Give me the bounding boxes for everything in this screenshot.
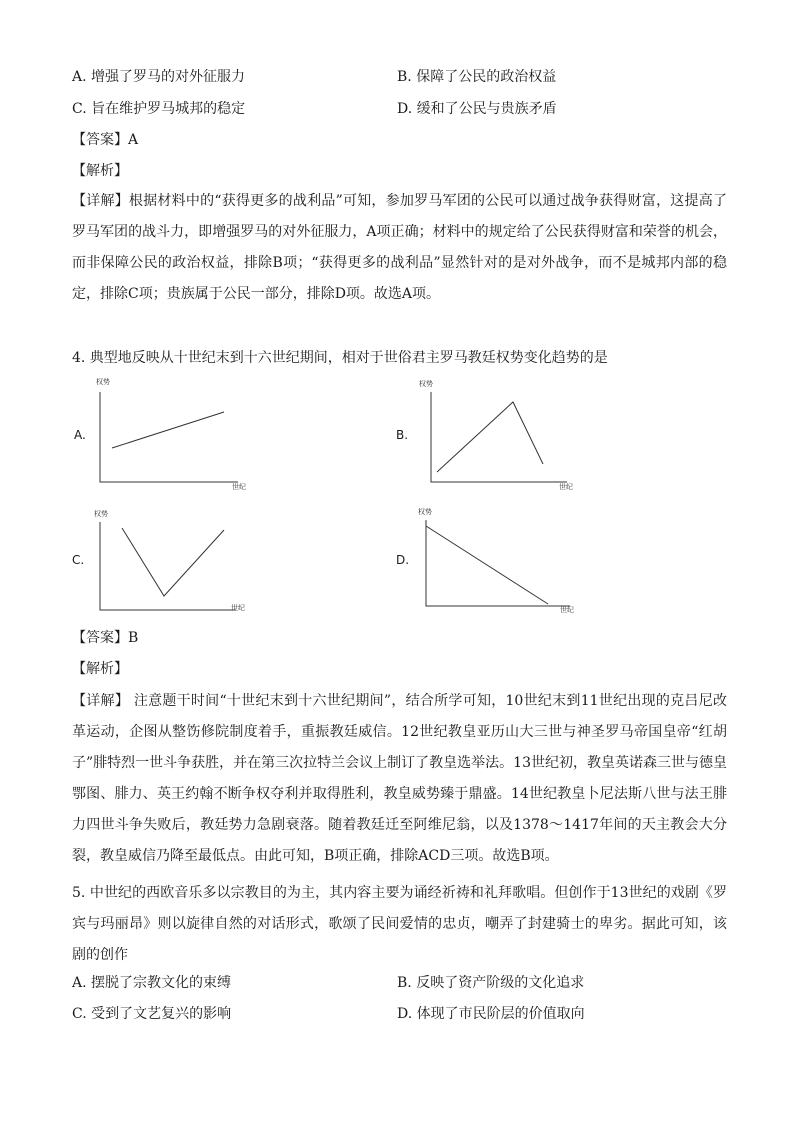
graph-b-ylabel: 权势 bbox=[419, 380, 433, 388]
q4-graph-b bbox=[417, 372, 582, 492]
q3-detail: 【详解】根据材料中的“获得更多的战利品”可知，参加罗马军团的公民可以通过战争获得财富，这提高了罗马军团的战斗力，即增强罗马的对外征服力，A项正确；材料中的规定给了公民获得财富和荣誉的机会，而非保障公民的政治权益，排除B项；“获得更多的战利品”显然针对的是对外战争，而不是城邦内部的稳定，排除C项；贵族属于公民一部分，排除D项。故选A项。 bbox=[72, 193, 727, 302]
graph-d-axes bbox=[426, 520, 570, 606]
graph-c-xlabel: 世纪 bbox=[231, 604, 245, 612]
q5-option-d: D. 体现了市民阶层的价值取向 bbox=[397, 1006, 585, 1022]
q4-detail: 【详解】 注意题干时间“十世纪末到十六世纪期间”，结合所学可知，10世纪末到11世纪出现的克吕尼改革运动，企图从整饬修院制度着手，重振教廷威信。12世纪教皇亚历山大三世与神圣罗马帝国皇帝“红胡子”腓特烈一世斗争获胜，并在第三次拉特兰会议上制订了教皇选举法。13世纪初，教皇英诺森三世与德皇鄂图、腓力、英王约翰不断争权夺利并取得胜利，教皇威势臻于鼎盛。14世纪教皇卜尼法斯八世与法王腓力四世斗争失败后，教廷势力急剧衰落。随着教廷迁至阿维尼翁，以及1378～1417年间的天主教会大分裂，教皇威信乃降至最低点。由此可知，B项正确，排除ACD三项。故选B项。 bbox=[72, 693, 727, 864]
graph-b-xlabel: 世纪 bbox=[559, 483, 573, 491]
graph-d-xlabel: 世纪 bbox=[560, 606, 574, 614]
graph-a-axes bbox=[100, 392, 238, 482]
q5-stem: 5. 中世纪的西欧音乐多以宗教目的为主，其内容主要为诵经祈祷和礼拜歌唱。但创作于13世纪的戏剧《罗宾与玛丽昂》则以旋律自然的对话形式，歌颂了民间爱情的忠贞，嘲弄了封建骑士的卑劣。据此可知，该剧的创作 bbox=[72, 885, 727, 963]
q4-stem: 4. 典型地反映从十世纪末到十六世纪期间，相对于世俗君主罗马教廷权势变化趋势的是 bbox=[72, 350, 608, 366]
graph-a-trend-line bbox=[112, 412, 224, 448]
graph-b-trend-line bbox=[437, 402, 543, 472]
graph-b-axes bbox=[431, 392, 567, 482]
graph-c-axes bbox=[100, 522, 236, 610]
q5-option-a: A. 摆脱了宗教文化的束缚 bbox=[72, 975, 232, 991]
q3-option-c: C. 旨在维护罗马城邦的稳定 bbox=[72, 101, 246, 117]
q5-option-c: C. 受到了文艺复兴的影响 bbox=[72, 1006, 232, 1022]
q3-option-a: A. 增强了罗马的对外征服力 bbox=[72, 69, 246, 85]
q3-option-d: D. 缓和了公民与贵族矛盾 bbox=[397, 101, 557, 117]
q4-analysis-label: 【解析】 bbox=[72, 661, 128, 677]
graph-a-xlabel: 世纪 bbox=[232, 483, 246, 491]
graph-d-ylabel: 权势 bbox=[418, 508, 432, 516]
q3-option-b: B. 保障了公民的政治权益 bbox=[397, 69, 557, 85]
q4-graph-c bbox=[86, 500, 251, 620]
q4-graph-d-letter: D. bbox=[396, 553, 410, 567]
graph-c-ylabel: 权势 bbox=[94, 510, 108, 518]
q4-graph-c-letter: C. bbox=[72, 553, 85, 567]
q3-answer: 【答案】A bbox=[72, 132, 139, 148]
graph-c-trend-line bbox=[122, 528, 224, 596]
q5-option-b: B. 反映了资产阶级的文化追求 bbox=[397, 975, 585, 991]
q4-graph-a bbox=[88, 372, 253, 492]
q3-analysis-label: 【解析】 bbox=[72, 163, 128, 179]
graph-a-ylabel: 权势 bbox=[96, 378, 110, 386]
q4-graph-a-letter: A. bbox=[74, 428, 86, 442]
q4-graph-b-letter: B. bbox=[396, 428, 409, 442]
q4-answer: 【答案】B bbox=[72, 630, 139, 646]
graph-d-trend-line bbox=[426, 526, 548, 604]
q4-graph-d bbox=[412, 500, 587, 620]
